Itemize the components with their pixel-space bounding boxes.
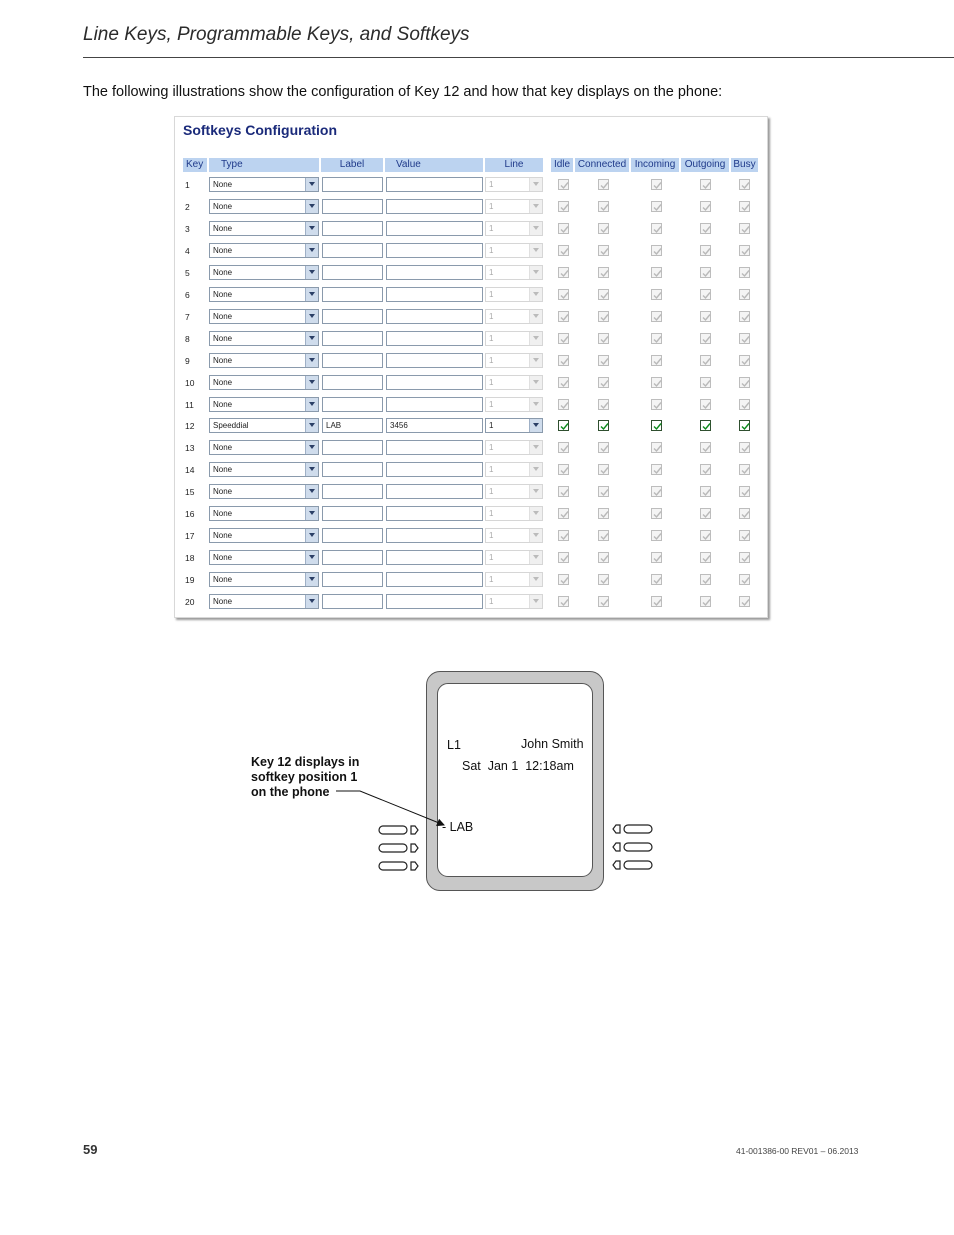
key-number: 19	[185, 575, 195, 586]
key-number: 6	[185, 289, 190, 300]
type-select-value: None	[213, 355, 233, 365]
type-select-value: None	[213, 245, 233, 255]
col-idle: Idle	[551, 158, 573, 172]
line-select-value: 1	[489, 245, 494, 255]
col-label: Label	[321, 158, 383, 172]
type-select-value: None	[213, 311, 233, 321]
page-number: 59	[83, 1142, 98, 1157]
col-connected: Connected	[575, 158, 629, 172]
callout-arrow	[336, 791, 444, 825]
screen-date-time: Sat Jan 1 12:18am	[462, 759, 574, 773]
key-number: 10	[185, 377, 195, 388]
right-softkey-button-1[interactable]	[613, 825, 652, 833]
line-select-value: 1	[489, 355, 494, 365]
col-key: Key	[183, 158, 207, 172]
type-select-value: None	[213, 180, 233, 189]
left-softkey-button-1[interactable]	[379, 826, 418, 834]
screen-softkey-label: - LAB	[442, 820, 474, 834]
line-select-value: 1	[489, 180, 494, 189]
type-select-value: None	[213, 223, 233, 233]
type-select-value: None	[213, 201, 233, 211]
right-softkey-button-3[interactable]	[613, 861, 652, 869]
screen-user-name: John Smith	[521, 737, 584, 751]
label-input[interactable]: LAB	[322, 418, 383, 433]
line-select-value: 1	[489, 289, 494, 299]
key-number: 2	[185, 201, 190, 212]
type-select-value: None	[213, 509, 233, 519]
line-select-value: 1	[489, 465, 494, 475]
type-select-value: None	[213, 531, 233, 541]
callout-line-3: on the phone	[251, 785, 330, 799]
left-softkey-button-2[interactable]	[379, 844, 418, 852]
line-select-value: 1	[489, 201, 494, 211]
type-select-value: None	[213, 465, 233, 475]
document-id: 41-001386-00 REV01 – 06.2013	[736, 1146, 859, 1156]
line-select-value: 1	[489, 575, 494, 585]
callout-line-1: Key 12 displays in	[251, 755, 360, 769]
line-select-value: 1	[489, 399, 494, 409]
type-select-value: None	[213, 575, 233, 585]
line-select-value: 1	[489, 553, 494, 563]
line-select-value: 1	[489, 421, 494, 431]
key-number: 4	[185, 245, 190, 256]
type-select-value: None	[213, 487, 233, 497]
type-select-value: None	[213, 333, 233, 343]
key-number: 11	[185, 399, 194, 410]
key-number: 20	[185, 597, 195, 608]
col-incoming: Incoming	[631, 158, 679, 172]
key-number: 14	[185, 465, 195, 476]
page-header-title: Line Keys, Programmable Keys, and Softkeys	[83, 24, 470, 45]
key-number: 13	[185, 443, 195, 454]
key-number: 15	[185, 487, 195, 498]
key-number: 5	[185, 267, 190, 278]
type-select-value: None	[213, 597, 233, 607]
key-number: 9	[185, 355, 190, 366]
key-number: 12	[185, 421, 195, 432]
col-busy: Busy	[731, 158, 758, 172]
line-select-value: 1	[489, 311, 494, 321]
right-softkey-button-2[interactable]	[613, 843, 652, 851]
intro-paragraph: The following illustrations show the configuration of Key 12 and how that key displays on the phone:	[83, 84, 723, 100]
type-select-value: None	[213, 377, 233, 387]
line-select-value: 1	[489, 531, 494, 541]
type-select-value: Speeddial	[213, 421, 249, 431]
line-select-value: 1	[489, 333, 494, 343]
line-select-value: 1	[489, 377, 494, 387]
key-number: 3	[185, 223, 190, 234]
type-select-value: None	[213, 267, 233, 277]
key-number: 16	[185, 509, 195, 520]
type-select-value: None	[213, 443, 233, 453]
col-value: Value	[385, 158, 483, 172]
line-select-value: 1	[489, 267, 494, 277]
key-number: 18	[185, 553, 195, 564]
key-number: 8	[185, 333, 190, 344]
line-select-value: 1	[489, 597, 494, 607]
type-select-value: None	[213, 289, 233, 299]
line-select-value: 1	[489, 487, 494, 497]
key-number: 1	[185, 180, 190, 190]
line-select-value: 1	[489, 223, 494, 233]
col-outgoing: Outgoing	[681, 158, 729, 172]
left-softkey-button-3[interactable]	[379, 862, 418, 870]
key-number: 7	[185, 311, 190, 322]
col-type: Type	[209, 158, 319, 172]
value-input[interactable]: 3456	[386, 418, 483, 433]
type-select-value: None	[213, 553, 233, 563]
line-select-value: 1	[489, 509, 494, 519]
key-number: 17	[185, 531, 195, 542]
callout-line-2: softkey position 1	[251, 770, 358, 784]
panel-title: Softkeys Configuration	[183, 122, 338, 138]
type-select-value: None	[213, 399, 233, 409]
col-line: Line	[485, 158, 543, 172]
screen-line-indicator: L1	[447, 738, 461, 752]
line-select-value: 1	[489, 443, 494, 453]
